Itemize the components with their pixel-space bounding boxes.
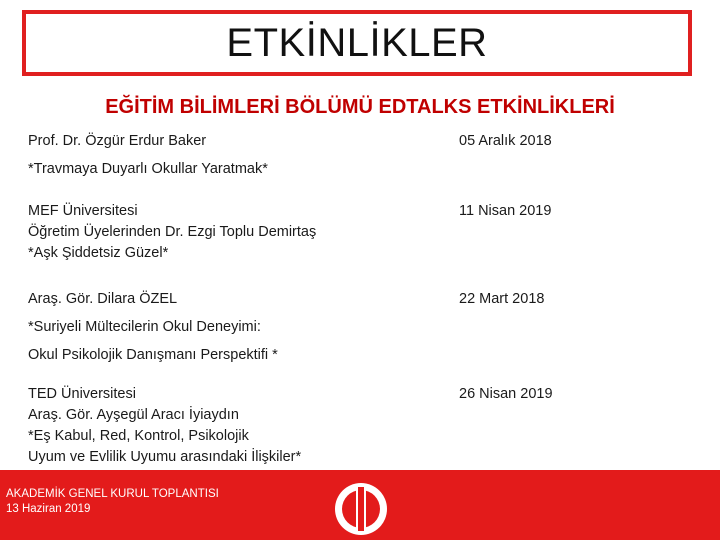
event-speaker: Araş. Gör. Ayşegül Aracı İyiaydın	[28, 407, 239, 423]
event-details	[28, 289, 448, 366]
event-topic: *Eş Kabul, Red, Kontrol, Psikolojik	[28, 428, 249, 444]
university-logo-icon	[333, 481, 389, 537]
event-speaker: Öğretim Üyelerinden Dr. Ezgi Toplu Demirtaş	[28, 224, 317, 240]
event-date: 11 Nisan 2019	[459, 203, 552, 219]
footer-meeting-name: AKADEMİK GENEL KURUL TOPLANTISI	[6, 488, 219, 500]
event-date: 26 Nisan 2019	[459, 386, 553, 402]
event-date: 05 Aralık 2018	[459, 133, 552, 149]
event-topic: *Travmaya Duyarlı Okullar Yaratmak*	[28, 161, 268, 177]
section-heading: EĞİTİM BİLİMLERİ BÖLÜMÜ EDTALKS ETKİNLİKLERİ	[105, 96, 615, 118]
event-speaker: Prof. Dr. Özgür Erdur Baker	[28, 133, 207, 149]
event-institution: TED Üniversitesi	[28, 386, 136, 402]
event-details	[28, 201, 448, 264]
event-details	[28, 384, 448, 468]
event-details	[28, 131, 448, 180]
footer-text	[6, 487, 219, 517]
title-box	[22, 10, 692, 76]
footer-date: 13 Haziran 2019	[6, 503, 91, 515]
event-topic: *Suriyeli Mültecilerin Okul Deneyimi:	[28, 319, 261, 335]
event-topic-continued: Uyum ve Evlilik Uyumu arasındaki İlişkiler*	[28, 449, 302, 465]
event-institution: MEF Üniversitesi	[28, 203, 138, 219]
event-date: 22 Mart 2018	[459, 291, 545, 307]
page-title: ETKİNLİKLER	[226, 20, 488, 65]
event-speaker: Araş. Gör. Dilara ÖZEL	[28, 291, 178, 307]
event-topic-continued: Okul Psikolojik Danışmanı Perspektifi *	[28, 347, 278, 363]
event-topic: *Aşk Şiddetsiz Güzel*	[28, 245, 169, 261]
